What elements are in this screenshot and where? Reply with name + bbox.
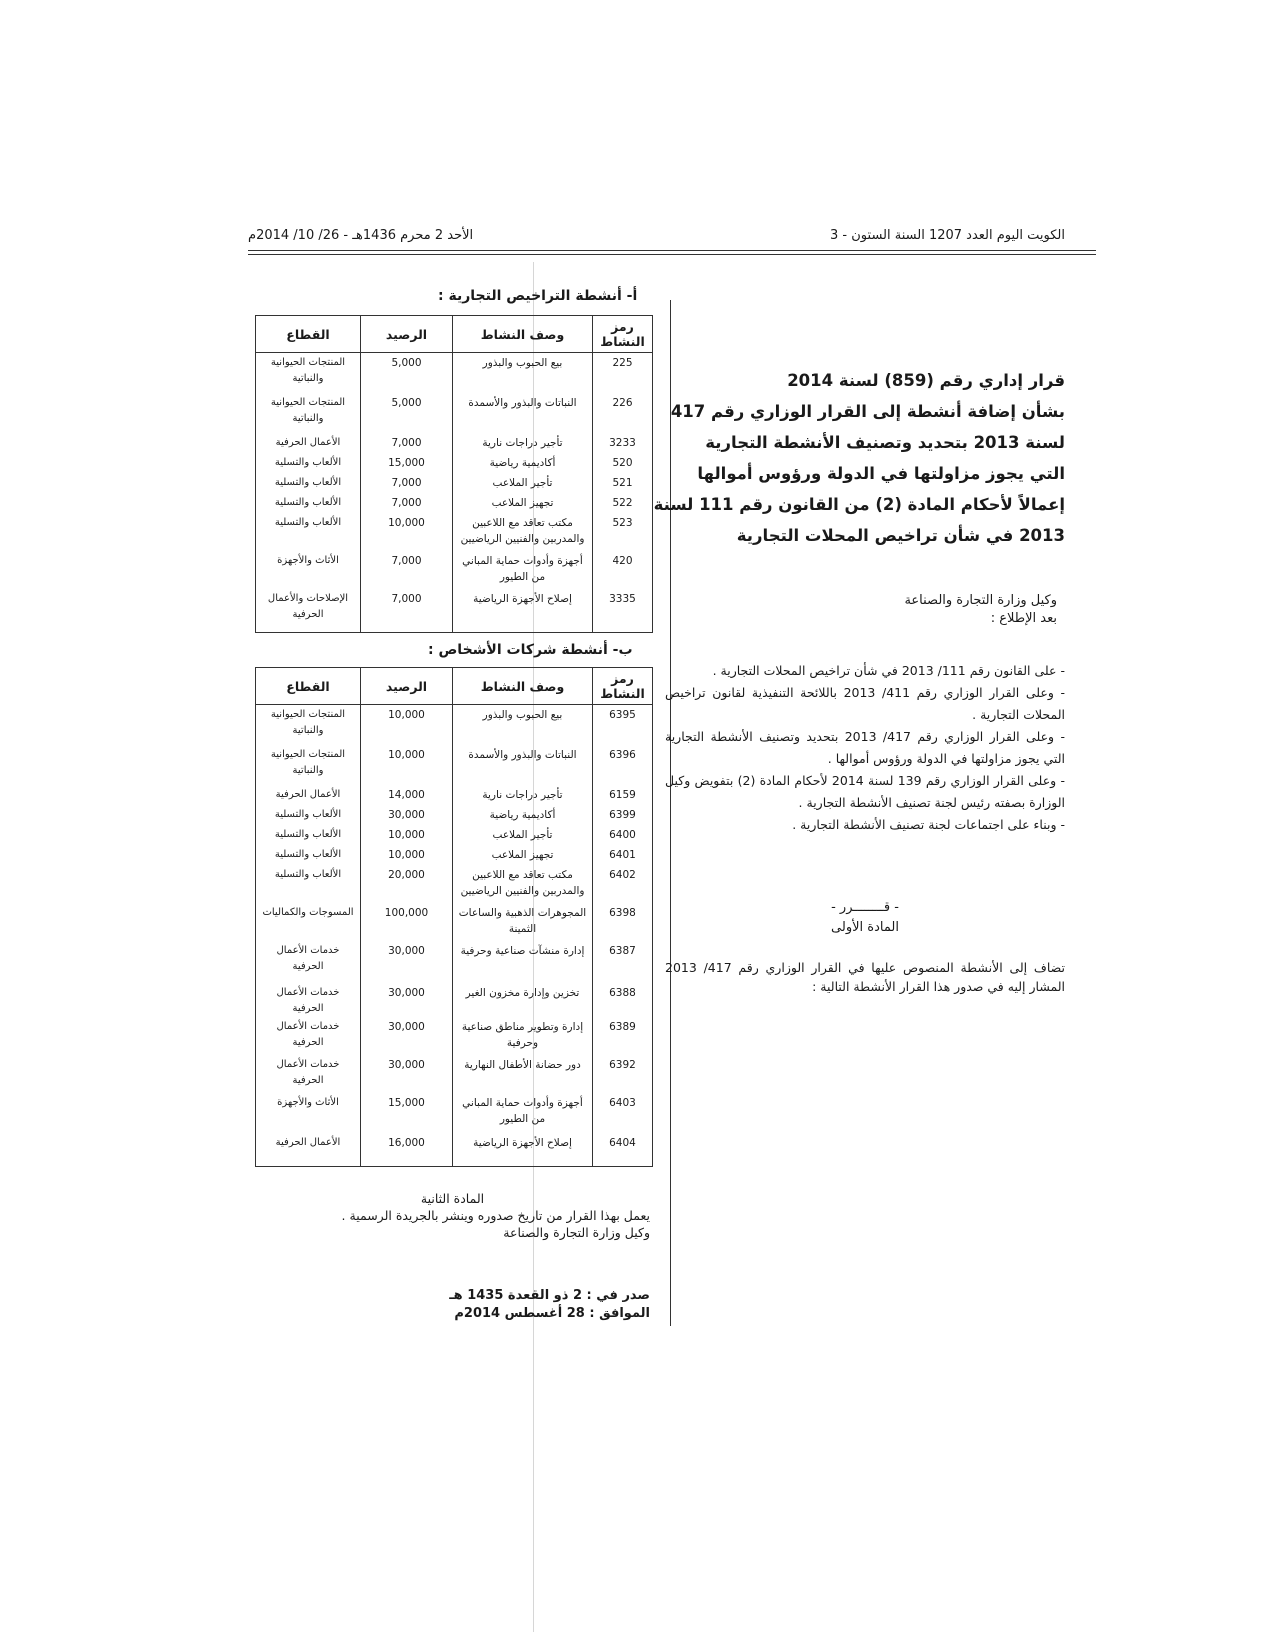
- activity-balance: 20,000: [361, 865, 453, 903]
- activity-balance: 10,000: [361, 745, 453, 785]
- activity-sector: الأثاث والأجهزة: [256, 1093, 361, 1133]
- activity-code: 6401: [593, 845, 653, 865]
- issuer-block: [657, 592, 1057, 628]
- table-row: [256, 1017, 653, 1055]
- activity-code: 6396: [593, 745, 653, 785]
- activity-code: 6395: [593, 705, 653, 745]
- section-a-title: أ- أنشطة التراخيص التجارية :: [438, 288, 638, 304]
- issued-hijri-date: صدر في : 2 ذو القعدة 1435 هـ: [449, 1288, 650, 1303]
- table-row: [256, 513, 653, 551]
- col-header-code: رمز النشاط: [593, 668, 653, 705]
- activity-code: 520: [593, 453, 653, 473]
- activity-description: تأجير دراجات نارية: [453, 785, 593, 805]
- activity-sector: خدمات الأعمال الحرفية: [256, 983, 361, 1017]
- recital-item: - على القانون رقم 111/ 2013 في شأن تراخيص المحلات التجارية .: [712, 663, 1065, 678]
- activity-sector: الأعمال الحرفية: [256, 433, 361, 453]
- article2-block: [255, 1190, 650, 1241]
- activity-description: أكاديمية رياضية: [453, 453, 593, 473]
- table-row: [256, 825, 653, 845]
- activity-balance: 14,000: [361, 785, 453, 805]
- activity-balance: 7,000: [361, 493, 453, 513]
- activity-balance: 10,000: [361, 513, 453, 551]
- table-row: [256, 845, 653, 865]
- recital-item: - وبناء على اجتماعات لجنة تصنيف الأنشطة التجارية .: [792, 817, 1065, 832]
- issuer-title: وكيل وزارة التجارة والصناعة: [904, 593, 1057, 608]
- header-rule-top: [248, 250, 1096, 251]
- activity-sector: الألعاب والتسلية: [256, 513, 361, 551]
- col-header-code: رمز النشاط: [593, 316, 653, 353]
- article1-text: تضاف إلى الأنشطة المنصوص عليها في القرار الوزاري رقم 417/ 2013 المشار إليه في صدور هذا القرار الأنشطة التالية :: [665, 960, 1065, 994]
- table-row: [256, 353, 653, 393]
- recital-item: - وعلى القرار الوزاري رقم 139 لسنة 2014 لأحكام المادة (2) بتفويض وكيل الوزارة بصفته رئيس لجنة تصنيف الأنشطة التجارية .: [665, 773, 1065, 810]
- activity-balance: 15,000: [361, 453, 453, 473]
- activity-description: إدارة منشآت صناعية وحرفية: [453, 941, 593, 983]
- table-row: [256, 745, 653, 785]
- activity-sector: الألعاب والتسلية: [256, 473, 361, 493]
- table-row: [256, 805, 653, 825]
- activity-balance: 10,000: [361, 705, 453, 745]
- table-row: [256, 1093, 653, 1133]
- activity-code: 6403: [593, 1093, 653, 1133]
- decision-title: [653, 365, 1065, 551]
- activity-balance: 7,000: [361, 433, 453, 453]
- title-line: 2013 في شأن تراخيص المحلات التجارية: [736, 526, 1065, 545]
- table-row: [256, 705, 653, 745]
- title-line: التي يجوز مزاولتها في الدولة ورؤوس أموالها: [697, 464, 1065, 483]
- activity-code: 522: [593, 493, 653, 513]
- activity-sector: المنتجات الحيوانية والنباتية: [256, 745, 361, 785]
- activity-code: 3335: [593, 589, 653, 633]
- activity-sector: المنتجات الحيوانية والنباتية: [256, 705, 361, 745]
- activity-code: 6159: [593, 785, 653, 805]
- activity-balance: 30,000: [361, 1017, 453, 1055]
- activity-description: أجهزة وأدوات حماية المباني من الطيور: [453, 1093, 593, 1133]
- header-rule-bottom: [248, 254, 1096, 255]
- activity-sector: الأثاث والأجهزة: [256, 551, 361, 589]
- article2-text: يعمل بهذا القرار من تاريخ صدوره وينشر بالجريدة الرسمية .: [341, 1208, 650, 1223]
- table-row: [256, 983, 653, 1017]
- col-header-description: وصف النشاط: [453, 316, 593, 353]
- col-header-sector: القطاع: [256, 316, 361, 353]
- activities-table-a: [255, 315, 653, 633]
- activity-balance: 100,000: [361, 903, 453, 941]
- activity-balance: 7,000: [361, 473, 453, 493]
- section-b-title: ب- أنشطة شركات الأشخاص :: [428, 642, 633, 658]
- activity-balance: 7,000: [361, 551, 453, 589]
- activity-sector: خدمات الأعمال الحرفية: [256, 941, 361, 983]
- issue-date-block: [400, 1287, 650, 1323]
- activity-description: تجهيز الملاعب: [453, 493, 593, 513]
- activity-code: 6387: [593, 941, 653, 983]
- activity-code: 521: [593, 473, 653, 493]
- activity-balance: 10,000: [361, 825, 453, 845]
- col-header-description: وصف النشاط: [453, 668, 593, 705]
- activity-balance: 10,000: [361, 845, 453, 865]
- activity-sector: الألعاب والتسلية: [256, 453, 361, 473]
- issued-gregorian-date: الموافق : 28 أغسطس 2014م: [454, 1306, 650, 1321]
- decided-block: [755, 898, 975, 938]
- table-row: [256, 589, 653, 633]
- activity-balance: 7,000: [361, 589, 453, 633]
- activity-description: دور حضانة الأطفال النهارية: [453, 1055, 593, 1093]
- col-header-balance: الرصيد: [361, 668, 453, 705]
- table-row: [256, 785, 653, 805]
- activity-description: النباتات والبذور والأسمدة: [453, 393, 593, 433]
- activity-code: 523: [593, 513, 653, 551]
- activity-sector: خدمات الأعمال الحرفية: [256, 1017, 361, 1055]
- table-row: [256, 1055, 653, 1093]
- table-row: [256, 433, 653, 453]
- table-row: [256, 903, 653, 941]
- title-line: لسنة 2013 بتحديد وتصنيف الأنشطة التجارية: [705, 433, 1065, 452]
- activity-code: 6399: [593, 805, 653, 825]
- activity-balance: 30,000: [361, 941, 453, 983]
- activity-code: 6398: [593, 903, 653, 941]
- activity-sector: الألعاب والتسلية: [256, 845, 361, 865]
- activity-sector: الألعاب والتسلية: [256, 493, 361, 513]
- activity-code: 6404: [593, 1133, 653, 1167]
- activity-balance: 16,000: [361, 1133, 453, 1167]
- activity-sector: الإصلاحات والأعمال الحرفية: [256, 589, 361, 633]
- activity-description: إصلاح الأجهزة الرياضية: [453, 1133, 593, 1167]
- activity-balance: 30,000: [361, 983, 453, 1017]
- after-review-label: بعد الإطلاع :: [990, 611, 1057, 626]
- activity-description: مكتب تعاقد مع اللاعبين والمدربين والفنيين الرياضيين: [453, 513, 593, 551]
- activity-balance: 15,000: [361, 1093, 453, 1133]
- activity-code: 6389: [593, 1017, 653, 1055]
- title-line: بشأن إضافة أنشطة إلى القرار الوزاري رقم 417: [670, 402, 1065, 421]
- title-line: إعمالاً لأحكام المادة (2) من القانون رقم 111 لسنة: [653, 495, 1065, 514]
- activity-code: 6400: [593, 825, 653, 845]
- activity-sector: المسوجات والكماليات: [256, 903, 361, 941]
- article2-signatory: وكيل وزارة التجارة والصناعة: [503, 1225, 650, 1240]
- activity-code: 420: [593, 551, 653, 589]
- table-row: [256, 941, 653, 983]
- article1-heading: المادة الأولى: [831, 920, 899, 935]
- activity-description: تأجير دراجات نارية: [453, 433, 593, 453]
- activity-balance: 30,000: [361, 1055, 453, 1093]
- recital-item: - وعلى القرار الوزاري رقم 411/ 2013 باللائحة التنفيذية لقانون تراخيص المحلات التجارية .: [665, 685, 1065, 722]
- title-line: قرار إداري رقم (859) لسنة 2014: [787, 371, 1065, 390]
- activity-description: تخزين وإدارة مخزون الغير: [453, 983, 593, 1017]
- recital-item: - وعلى القرار الوزاري رقم 417/ 2013 بتحديد وتصنيف الأنشطة التجارية التي يجوز مزاولتها في الدولة ورؤوس أموالها .: [665, 729, 1066, 766]
- activity-description: تأجير الملاعب: [453, 473, 593, 493]
- activity-sector: الألعاب والتسلية: [256, 825, 361, 845]
- activity-description: تجهيز الملاعب: [453, 845, 593, 865]
- activities-table-b: [255, 667, 653, 1167]
- activity-description: المجوهرات الذهبية والساعات الثمينة: [453, 903, 593, 941]
- activity-code: 225: [593, 353, 653, 393]
- activity-description: بيع الحبوب والبذور: [453, 705, 593, 745]
- activity-sector: الأعمال الحرفية: [256, 785, 361, 805]
- activity-sector: الألعاب والتسلية: [256, 865, 361, 903]
- table-row: [256, 393, 653, 433]
- activity-sector: المنتجات الحيوانية والنباتية: [256, 393, 361, 433]
- table-row: [256, 473, 653, 493]
- activity-code: 6392: [593, 1055, 653, 1093]
- activity-sector: الأعمال الحرفية: [256, 1133, 361, 1167]
- activity-sector: الألعاب والتسلية: [256, 805, 361, 825]
- header-issue-info: الكويت اليوم العدد 1207 السنة الستون - 3: [830, 228, 1065, 243]
- table-row: [256, 493, 653, 513]
- activity-balance: 5,000: [361, 393, 453, 433]
- activity-code: 6388: [593, 983, 653, 1017]
- activity-code: 3233: [593, 433, 653, 453]
- recitals: [665, 660, 1065, 836]
- table-row: [256, 551, 653, 589]
- activity-balance: 30,000: [361, 805, 453, 825]
- activity-description: مكتب تعاقد مع اللاعبين والمدربين والفنيين الرياضيين: [453, 865, 593, 903]
- header-date: الأحد 2 محرم 1436هـ - 26/ 10/ 2014م: [248, 228, 474, 243]
- table-row: [256, 453, 653, 473]
- activity-description: بيع الحبوب والبذور: [453, 353, 593, 393]
- table-row: [256, 1133, 653, 1167]
- activity-description: إصلاح الأجهزة الرياضية: [453, 589, 593, 633]
- activity-balance: 5,000: [361, 353, 453, 393]
- activity-sector: المنتجات الحيوانية والنباتية: [256, 353, 361, 393]
- activity-description: النباتات والبذور والأسمدة: [453, 745, 593, 785]
- article2-heading: المادة الثانية: [420, 1191, 485, 1206]
- activity-description: إدارة وتطوير مناطق صناعية وحرفية: [453, 1017, 593, 1055]
- activity-code: 6402: [593, 865, 653, 903]
- activity-description: أكاديمية رياضية: [453, 805, 593, 825]
- decided-word: - قــــــــرر -: [831, 900, 899, 915]
- activity-description: أجهزة وأدوات حماية المباني من الطيور: [453, 551, 593, 589]
- activity-sector: خدمات الأعمال الحرفية: [256, 1055, 361, 1093]
- col-header-sector: القطاع: [256, 668, 361, 705]
- activity-code: 226: [593, 393, 653, 433]
- col-header-balance: الرصيد: [361, 316, 453, 353]
- table-row: [256, 865, 653, 903]
- activity-description: تأجير الملاعب: [453, 825, 593, 845]
